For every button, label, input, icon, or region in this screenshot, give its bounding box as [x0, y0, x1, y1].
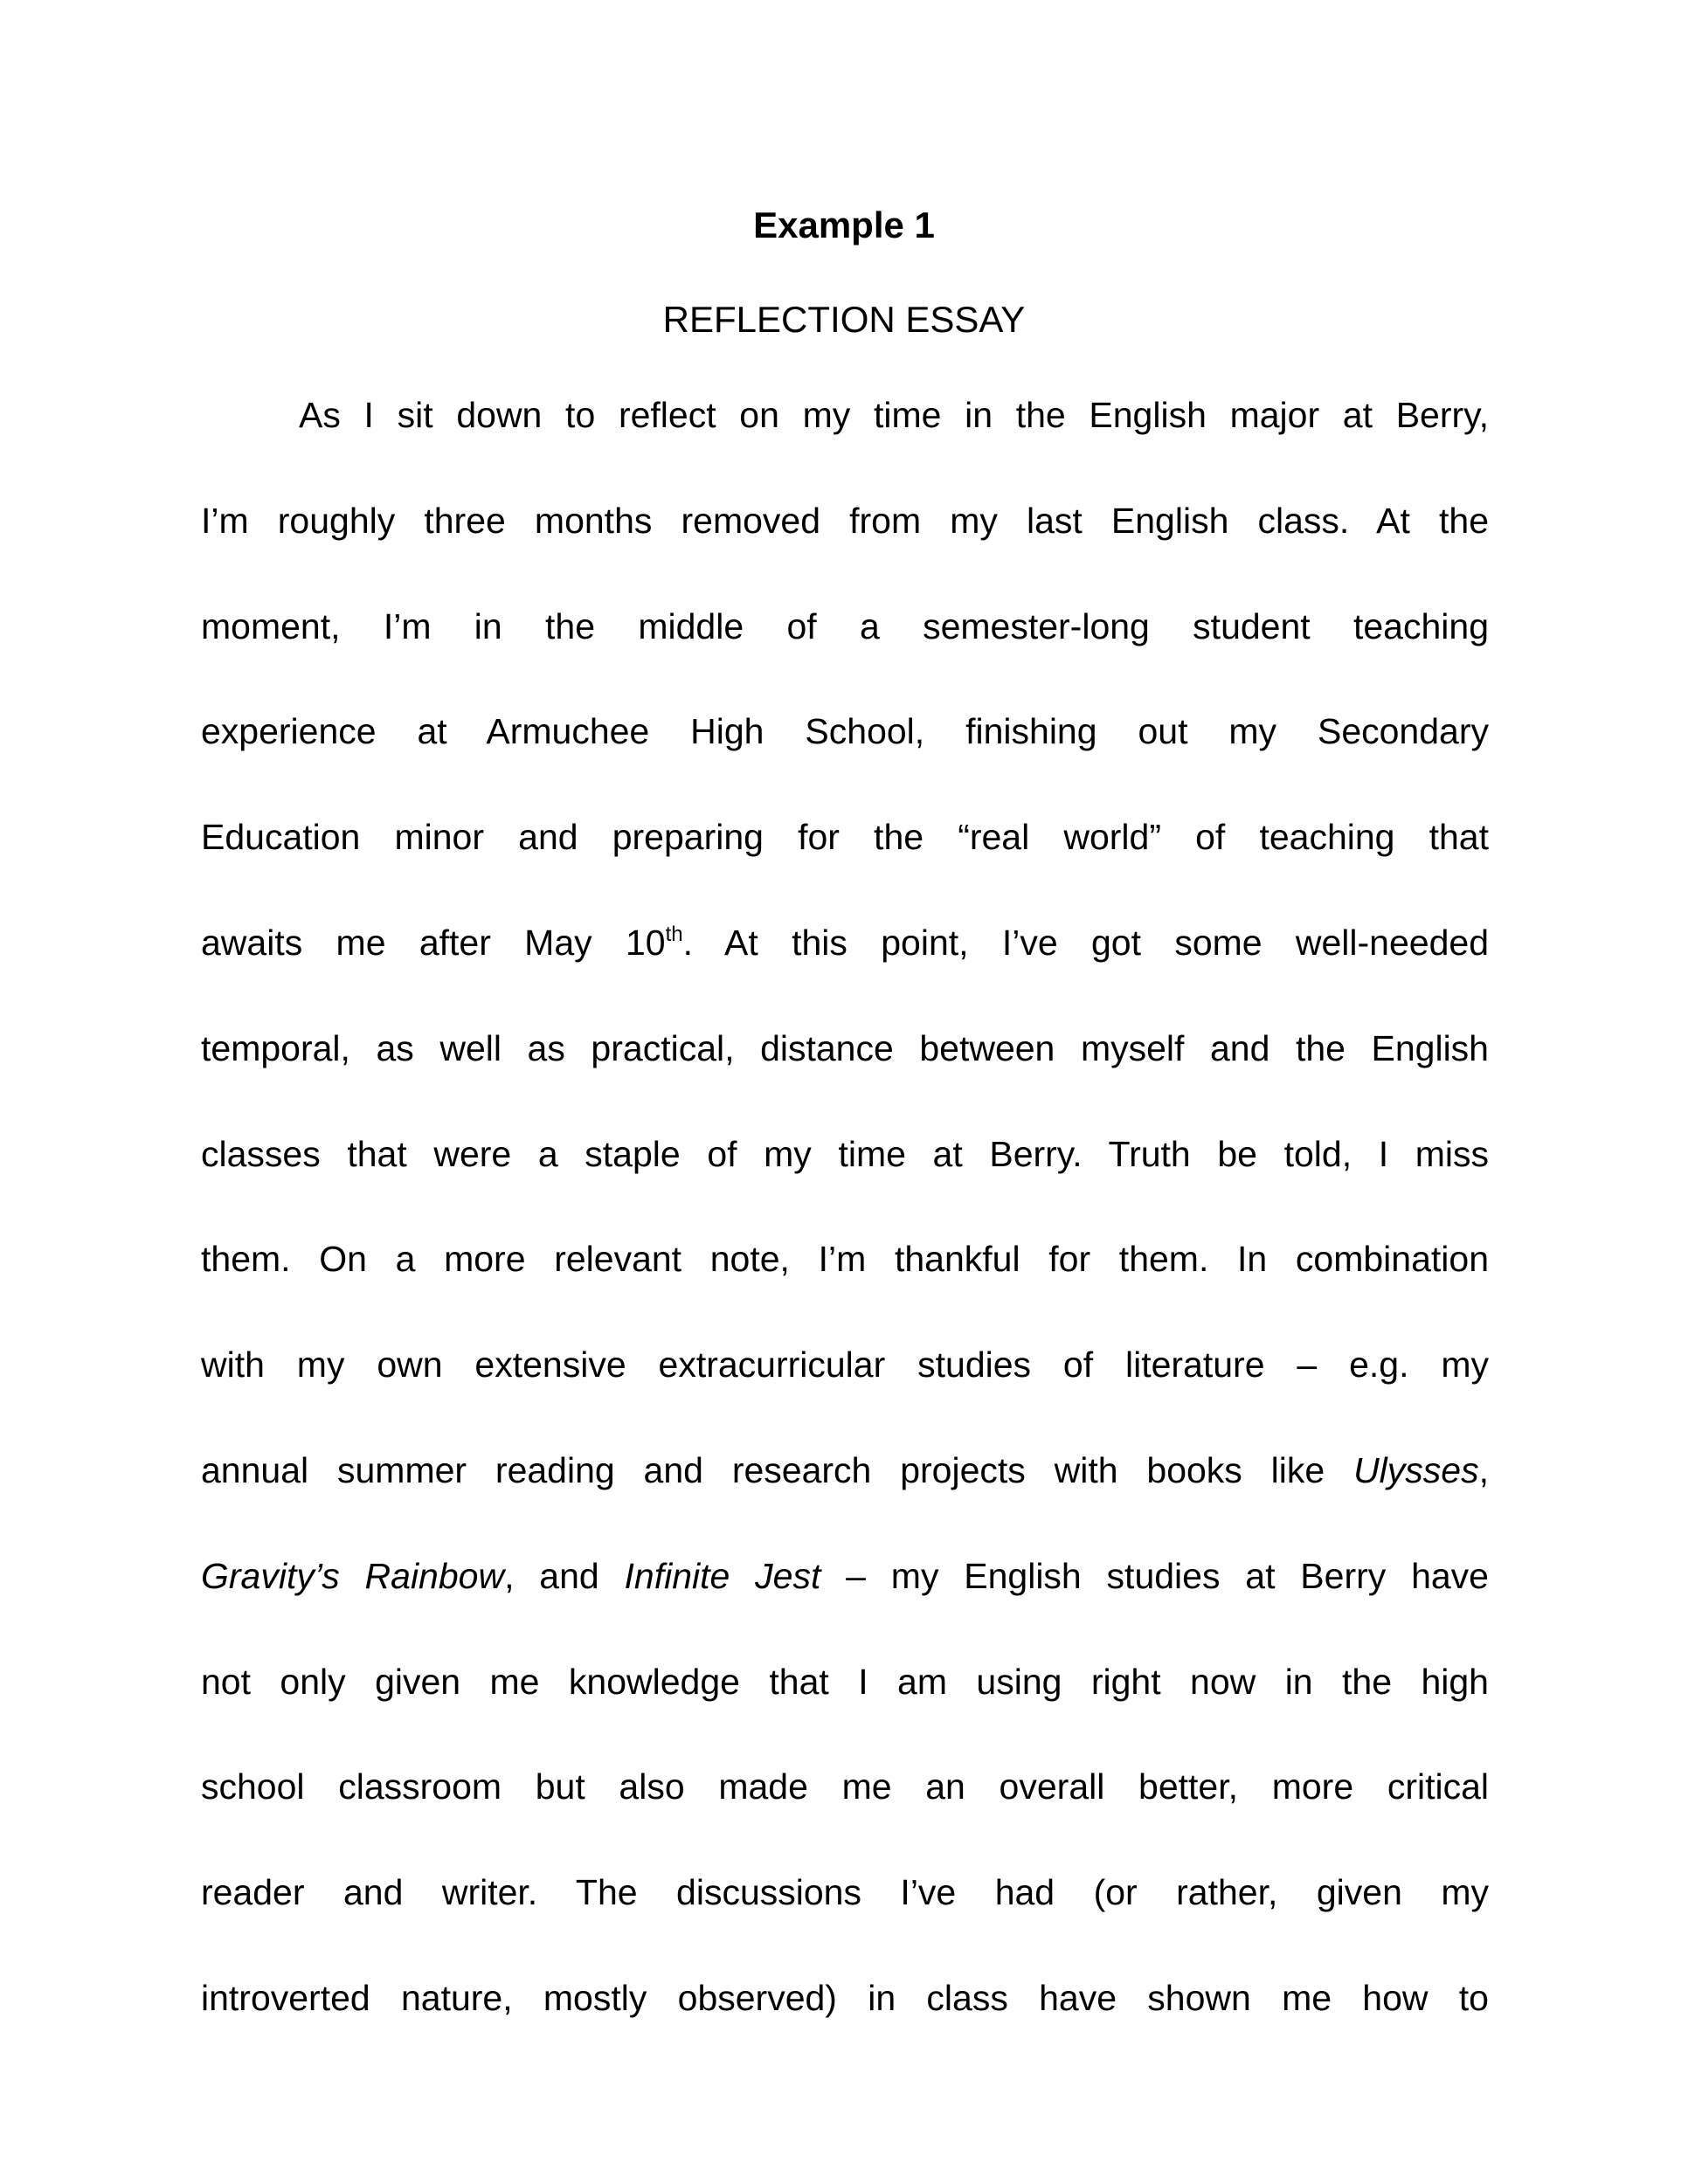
italic-title: Gravity’s Rainbow — [201, 1555, 505, 1596]
essay-line — [201, 1550, 1489, 1655]
essay-line — [201, 1128, 1489, 1234]
document-title: Example 1 — [753, 204, 935, 245]
text-run: , — [1478, 1449, 1489, 1490]
text-run: Education minor and preparing for the “real world” of teaching that — [201, 817, 1489, 858]
essay-line — [201, 1233, 1489, 1338]
text-run: classes that were a staple of my time at Berry. Truth be told, I miss — [201, 1133, 1489, 1174]
text-run: , and — [504, 1555, 625, 1596]
text-run: I’m roughly three months removed from my last English class. At the — [201, 500, 1489, 541]
italic-title: Infinite Jest — [624, 1555, 821, 1596]
essay-line — [201, 1866, 1489, 1972]
text-run: As I sit down to reflect on my time in the English major at Berry, — [299, 395, 1489, 435]
essay-body — [201, 389, 1489, 2077]
text-run: them. On a more relevant note, I’m thankful for them. In combination — [201, 1239, 1489, 1280]
essay-line — [201, 705, 1489, 811]
essay-line — [201, 600, 1489, 706]
essay-line — [201, 1760, 1489, 1866]
essay-line — [201, 1972, 1489, 2077]
text-run: with my own extensive extracurricular studies of literature – e.g. my — [201, 1344, 1489, 1386]
text-run: experience at Armuchee High School, finishing out my Secondary — [201, 711, 1489, 752]
essay-line — [201, 494, 1489, 600]
essay-line — [201, 811, 1489, 916]
document-subtitle: REFLECTION ESSAY — [662, 299, 1026, 340]
text-run: introverted nature, mostly observed) in class have shown me how to — [201, 1977, 1489, 2018]
essay-line — [201, 389, 1489, 494]
essay-line — [201, 1655, 1489, 1761]
text-run: – my English studies at Berry have — [820, 1555, 1489, 1596]
essay-line — [201, 1444, 1489, 1550]
text-run: awaits me after May 10 — [201, 922, 666, 963]
italic-title: Ulysses — [1353, 1449, 1479, 1490]
essay-line — [201, 1338, 1489, 1444]
text-run: temporal, as well as practical, distance between myself and the English — [201, 1027, 1489, 1068]
text-run: school classroom but also made me an overall better, more critical — [201, 1766, 1489, 1807]
text-run: not only given me knowledge that I am using right now in the high — [201, 1661, 1489, 1702]
text-run: annual summer reading and research projects with books like — [201, 1449, 1354, 1490]
text-run: moment, I’m in the middle of a semester-long student teaching — [201, 605, 1489, 646]
essay-line — [201, 1022, 1489, 1128]
text-run: . At this point, I’ve got some well-needed — [682, 922, 1489, 963]
essay-line: awaits me after May 10th. At this point, I’ve got some well-needed — [201, 922, 1489, 963]
text-run: reader and writer. The discussions I’ve had (or rather, given my — [201, 1872, 1489, 1913]
